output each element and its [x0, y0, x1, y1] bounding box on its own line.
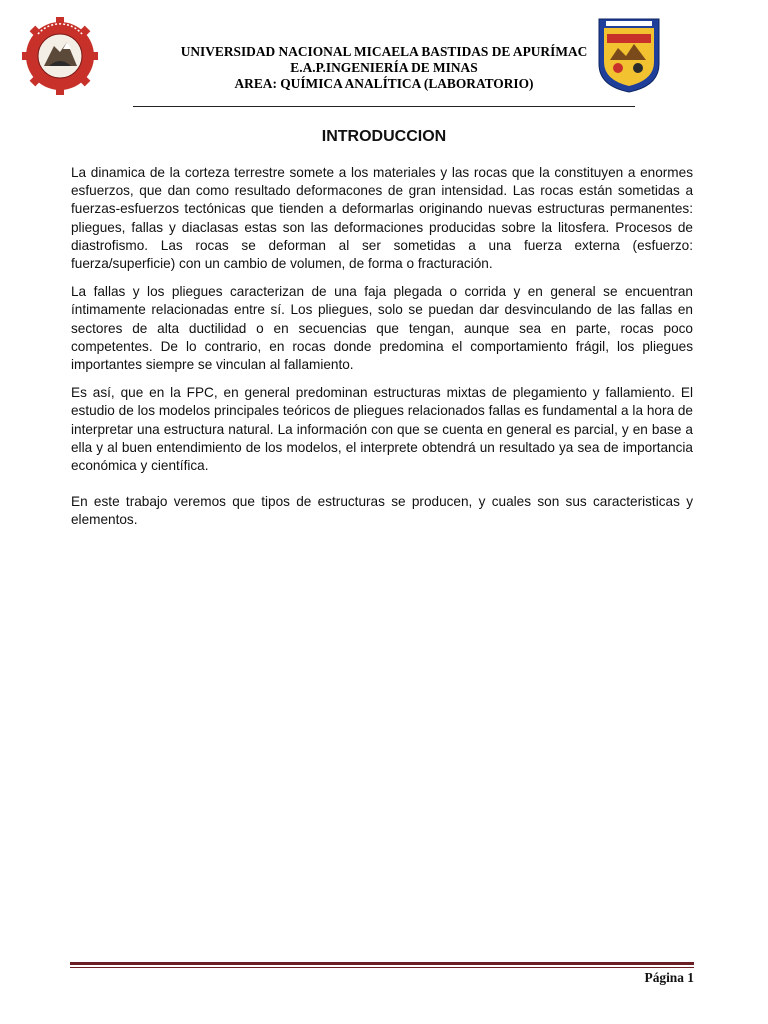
document-body [71, 164, 693, 540]
paragraph: En este trabajo veremos que tipos de estructuras se producen, y cuales son sus caracteristicas y elementos. [71, 494, 693, 528]
university-name: UNIVERSIDAD NACIONAL MICAELA BASTIDAS DE APURÍMAC [180, 44, 588, 59]
mining-engineering-logo [22, 16, 98, 96]
footer-rule [70, 962, 694, 965]
footer-rule-thin [70, 967, 694, 968]
document-header [100, 44, 668, 92]
area-name: AREA: QUÍMICA ANALÍTICA (LABORATORIO) [234, 76, 534, 91]
paragraph: La dinamica de la corteza terrestre somete a los materiales y las rocas que la constituyen a enormes esfuerzos, que dan como resultado deformacones de gran intensidad. Las rocas están sometidas a fuerzas-esfuerzos tectónicas que tienden a deformarlas originando nuevas estructuras permanentes: pliegues, fallas y diaclasas estas son las deformaciones producidas sobre la litosfera. Procesos de diastrofismo. Las rocas se deforman al ser sometidas a una fuerza externa (esfuerzo: fuerza/superficie) con un cambio de volumen, de forma o fracturación. [71, 165, 693, 272]
gear-emblem-icon [22, 16, 98, 96]
page-number: Página 1 [644, 970, 694, 985]
header-divider [133, 106, 635, 107]
paragraph: La fallas y los pliegues caracterizan de una faja plegada o corrida y en general se encuentran íntimamente relacionadas entre sí. Los pliegues, solo se puedan dar desvinculando de las fallas en sectores de alta ductilidad o en secuencias que tengan, aunque sea en parte, rocas poco competentes. De lo contrario, en rocas donde predomina el comportamiento frágil, los pliegues importantes siempre se vinculan al fallamiento. [71, 284, 693, 373]
section-title: INTRODUCCION [321, 128, 447, 145]
paragraph: Es así, que en la FPC, en general predominan estructuras mixtas de plegamiento y fallamiento. El estudio de los modelos principales teóricos de pliegues relacionados fallas es fundamental a la hora de interpretar una estructura natural. La información con que se cuenta en general es parcial, y en base a ella y al buen entendimiento de los modelos, el interprete obtendrá un resultado ya sea de importancia económica y científica. [71, 385, 693, 474]
school-name: E.A.P.INGENIERÍA DE MINAS [290, 60, 478, 75]
